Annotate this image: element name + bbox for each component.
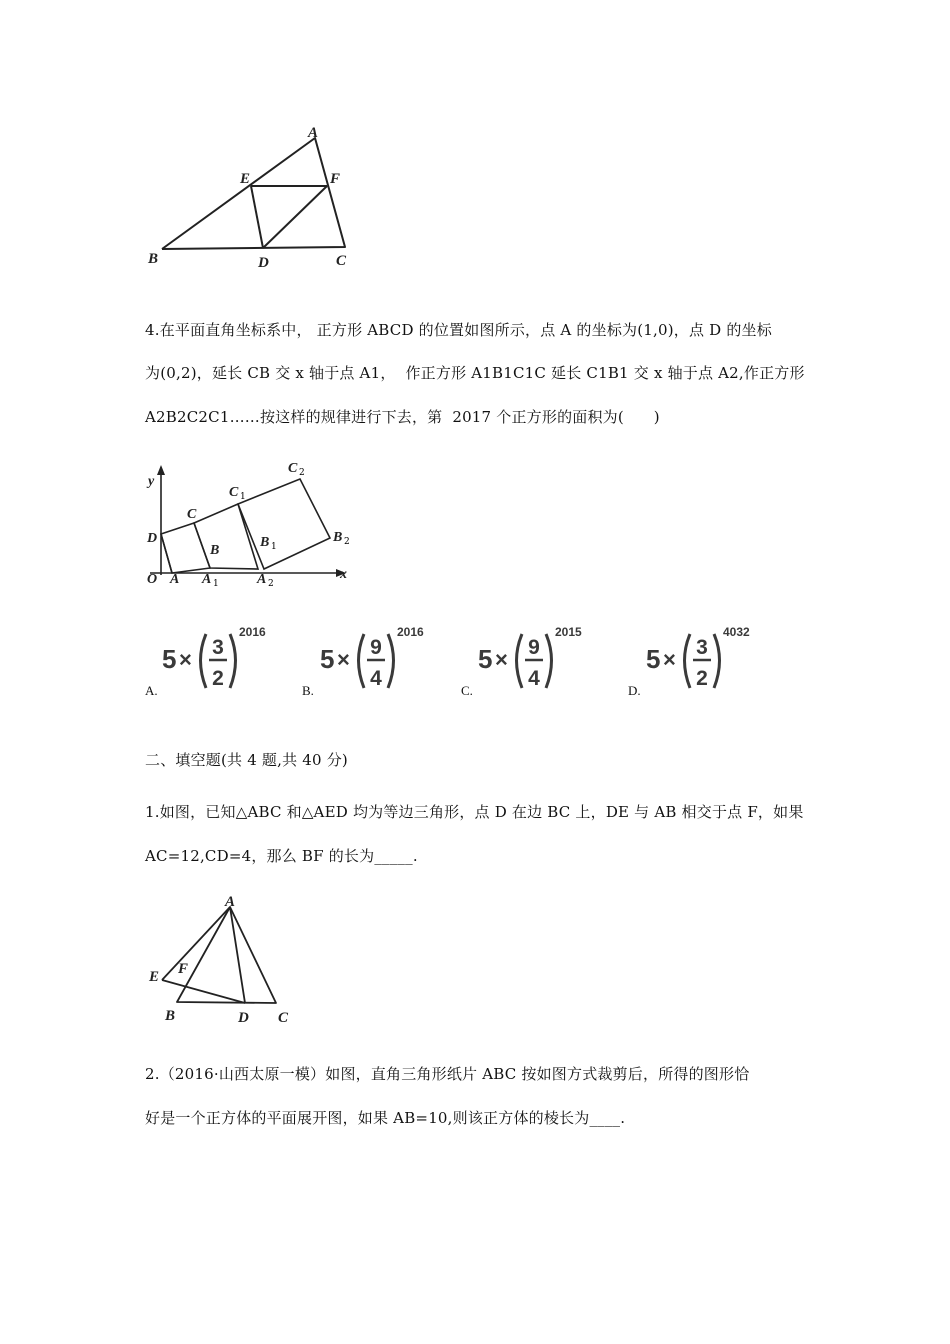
label-d: D (147, 531, 158, 546)
option-letter: A. (145, 683, 158, 698)
label-a1-group (201, 572, 219, 589)
exponent: 2016 (397, 625, 424, 639)
q2-line-1: 2.（2016·山西太原一模）如图，直角三角形纸片 ABC 按如图方式裁剪后，所得的图形恰 (145, 1065, 750, 1083)
coefficient: 5 (162, 644, 177, 674)
option-letter: C. (461, 683, 473, 698)
triangle-efd-svg (140, 125, 370, 275)
label-e: E (240, 171, 251, 187)
left-paren (201, 634, 207, 688)
left-paren (359, 634, 365, 688)
label-b2-group (332, 530, 350, 547)
label-b: B (165, 1008, 176, 1024)
label-x: x (340, 567, 347, 582)
left-paren (685, 634, 691, 688)
q1-line-1: 1.如图，已知△ABC 和△AED 均为等边三角形，点 D 在边 BC 上，DE 与 AB 相交于点 F，如果 (145, 803, 804, 821)
label-c2-sub: 2 (299, 468, 305, 478)
numerator: 9 (370, 636, 382, 659)
label-f: F (178, 961, 189, 977)
section-heading: 二、填空题(共 4 题,共 40 分) (145, 751, 348, 769)
label-c2-group (288, 461, 305, 478)
right-paren (230, 634, 236, 688)
option-letter: B. (302, 683, 314, 698)
label-d: D (238, 1010, 249, 1026)
expression-svg (320, 622, 430, 694)
label-d: D (258, 255, 269, 271)
denominator: 4 (370, 667, 382, 690)
label-b1-sub: 1 (271, 542, 277, 552)
numerator: 3 (212, 636, 224, 659)
triangle-efd-figure (140, 125, 370, 275)
coefficient: 5 (320, 644, 335, 674)
denominator: 2 (212, 667, 224, 690)
label-c1: C (229, 485, 239, 500)
q1-line-2: AC=12,CD=4，那么 BF 的长为_____. (145, 847, 418, 865)
option-expression (478, 622, 588, 698)
label-b2: B (333, 530, 343, 545)
times-sign: × (495, 647, 508, 672)
label-b1-group (259, 535, 277, 552)
expression-svg (162, 622, 272, 694)
label-b2-sub: 2 (344, 537, 350, 547)
q4-line-1: 4.在平面直角坐标系中， 正方形 ABCD 的位置如图所示，点 A 的坐标为(1,0)，点 D 的坐标 (145, 321, 772, 339)
option-letter: D. (628, 683, 641, 698)
coordinate-squares-figure (140, 455, 360, 593)
option-expression (162, 622, 272, 698)
label-c1-sub: 1 (240, 492, 246, 502)
label-a: A (225, 894, 236, 910)
equilateral-triangles-figure (140, 893, 300, 1033)
exponent: 2016 (239, 625, 266, 639)
right-paren (388, 634, 394, 688)
right-paren (714, 634, 720, 688)
q4-line-2: 为(0,2)，延长 CB 交 x 轴于点 A1， 作正方形 A1B1C1C 延长 C1B1 交 x 轴于点 A2,作正方形 (145, 364, 805, 382)
denominator: 2 (696, 667, 708, 690)
label-c: C (187, 507, 197, 522)
numerator: 9 (528, 636, 540, 659)
coefficient: 5 (646, 644, 661, 674)
label-c: C (278, 1010, 289, 1026)
option-expression (646, 622, 756, 698)
expression-svg (478, 622, 588, 694)
label-b: B (148, 251, 159, 267)
times-sign: × (179, 647, 192, 672)
left-paren (517, 634, 523, 688)
exponent: 4032 (723, 625, 750, 639)
label-a2-sub: 2 (268, 579, 274, 589)
coordinate-squares-svg (140, 455, 360, 593)
times-sign: × (337, 647, 350, 672)
label-a1-sub: 1 (213, 579, 219, 589)
exponent: 2015 (555, 625, 582, 639)
q4-line-3: A2B2C2C1……按这样的规律进行下去，第 2017 个正方形的面积为( ) (145, 408, 660, 426)
label-o: O (147, 572, 158, 587)
label-f: F (330, 171, 341, 187)
label-a2: A (257, 572, 267, 587)
numerator: 3 (696, 636, 708, 659)
times-sign: × (663, 647, 676, 672)
label-a1: A (202, 572, 212, 587)
denominator: 4 (528, 667, 540, 690)
coefficient: 5 (478, 644, 493, 674)
equilateral-triangles-svg (140, 893, 300, 1033)
label-e: E (149, 969, 160, 985)
label-c1-group (229, 485, 246, 502)
label-a: A (170, 572, 180, 587)
label-c2: C (288, 461, 298, 476)
label-c: C (336, 253, 347, 269)
label-b1: B (260, 535, 270, 550)
label-y: y (148, 474, 155, 489)
right-paren (546, 634, 552, 688)
q2-line-2: 好是一个正方体的平面展开图，如果 AB=10,则该正方体的棱长为____. (145, 1109, 626, 1127)
label-a2-group (256, 572, 274, 589)
label-a: A (308, 125, 319, 141)
option-expression (320, 622, 430, 698)
expression-svg (646, 622, 756, 694)
label-b: B (210, 543, 220, 558)
